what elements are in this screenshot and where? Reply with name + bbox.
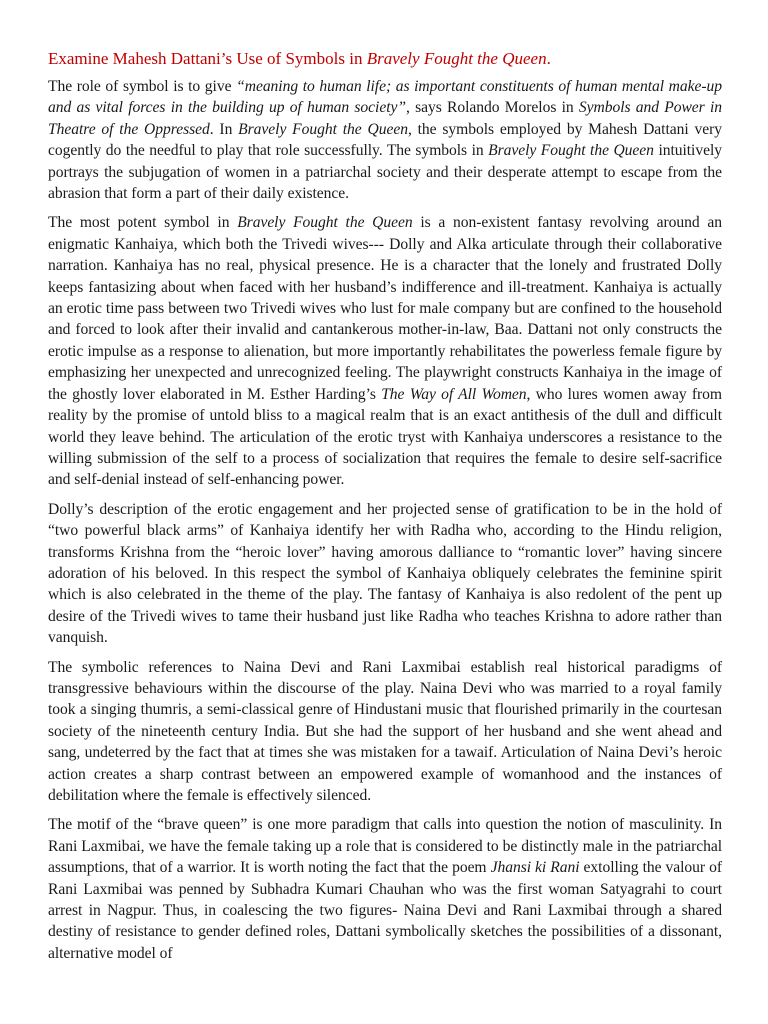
p5-text-2: extolling the valour of Rani Laxmibai was penned by Subhadra Kumari Chauhan who was the first woman Satyagrahi to court arrest in Nagpur. Thus, in coalescing the two figures- Naina Devi and Rani Laxmibai through a shared destiny of resistance to gender defined roles, Dattani symbolically sketches the possibilities of a dissonant, alternative model of	[48, 859, 723, 962]
p1-text-4: , the symbols employed by Mahesh Dattani very cogently do the needful to play that role successfully. The symbols in	[48, 120, 722, 160]
p2-text-2: is a non-existent fantasy revolving around an enigmatic Kanhaiya, which both the Trivedi wives--- Dolly and Alka articulate through their collaborative narration. Kanhaiya has no real, physical presence. He is a character that the lonely and frustrated Dolly keeps fantasizing about when faced with her husband’s indifference and ill-treatment. Kanhaiya is actually an erotic time pass between two Trivedi wives who lust for male company but are confined to the household and forced to look after their invalid and cantankerous mother-in-law, Baa. Dattani not only constructs the erotic impulse as a response to alienation, but more importantly rehabilitates the powerless female figure by emphasizing her unexpected and unrecognized feeling. The playwright constructs Kanhaiya in the image of the ghostly lover elaborated in M. Esther Harding’s	[48, 214, 722, 403]
paragraph-3: Dolly’s description of the erotic engagement and her projected sense of gratification to be in the hold of “two powerful black arms” of Kanhaiya identify her with Radha who, according to the Hindu religion, transforms Krishna from the “heroic lover” having amorous dalliance to “romantic lover” having sincere adoration of his beloved. In this respect the symbol of Kanhaiya obliquely celebrates the feminine spirit which is also celebrated in the theme of the play. The fantasy of Kanhaiya is also redolent of the pent up desire of the Trivedi wives to tame their husband just like Radha who teaches Krishna to adore rather than vanquish.	[48, 500, 722, 647]
p2-work-title-2: The Way of All Women	[381, 385, 527, 403]
paragraph-2	[48, 212, 722, 490]
p1-text-5: intuitively portrays the subjugation of women in a patriarchal society and their desperate attempt to escape from the abrasion that form a part of their daily existence.	[48, 142, 722, 203]
p5-text-1: The motif of the “brave queen” is one more paradigm that calls into question the notion of masculinity. In Rani Laxmibai, we have the female taking up a role that is considered to be distinctly male in the patriarchal assumptions, that of a warrior. It is worth noting the fact that the poem	[48, 816, 722, 877]
document-page	[48, 32, 722, 972]
title-suffix: .	[546, 49, 551, 68]
p1-quote: “meaning to human life; as important constituents of human mental make-up and as vital forces in the building up of human society”	[48, 78, 722, 117]
title-work: Bravely Fought the Queen	[366, 49, 547, 68]
paragraph-4: The symbolic references to Naina Devi and Rani Laxmibai establish real historical paradigms of transgressive behaviours within the discourse of the play. Naina Devi who was married to a royal family took a singing thumris, a semi-classical genre of Hindustani music that flourished primarily in the courtesan society of the nineteenth century India. But she had the support of her husband and she went ahead and sang, undeterred by the fact that at times she was mistaken for a tawaif. Articulation of Naina Devi’s heroic action creates a sharp contrast between an empowered example of womanhood and the instances of debilitation where the female is effectively silenced.	[48, 658, 722, 804]
p1-work-title-3: Bravely Fought the Queen	[488, 142, 654, 160]
p1-work-title-2: Bravely Fought the Queen	[238, 120, 408, 138]
paragraph-1	[48, 76, 722, 204]
paragraph-5	[48, 814, 722, 964]
p1-text-1: The role of symbol is to give	[48, 78, 237, 95]
essay-title	[48, 48, 722, 70]
p1-text-2: , says Rolando Morelos in	[405, 99, 579, 117]
p1-text-3: . In	[209, 120, 239, 138]
p5-work-title-1: Jhansi ki Rani	[490, 859, 580, 877]
p2-text-1: The most potent symbol in	[48, 214, 238, 232]
p2-work-title-1: Bravely Fought the Queen	[237, 214, 413, 232]
p2-text-3: , who lures women away from reality by the promise of untold bliss to a magical realm that is an exact antithesis of the dull and difficult world they leave behind. The articulation of the erotic tryst with Kanhaiya underscores a resistance to the willing submission of the self to a process of socialization that requires the female to desire self-sacrifice and self-denial instead of self-enhancing power.	[48, 385, 722, 489]
title-prefix: Examine Mahesh Dattani’s Use of Symbols in	[48, 49, 367, 68]
p1-work-title-1: Symbols and Power in Theatre of the Oppressed	[48, 99, 722, 138]
